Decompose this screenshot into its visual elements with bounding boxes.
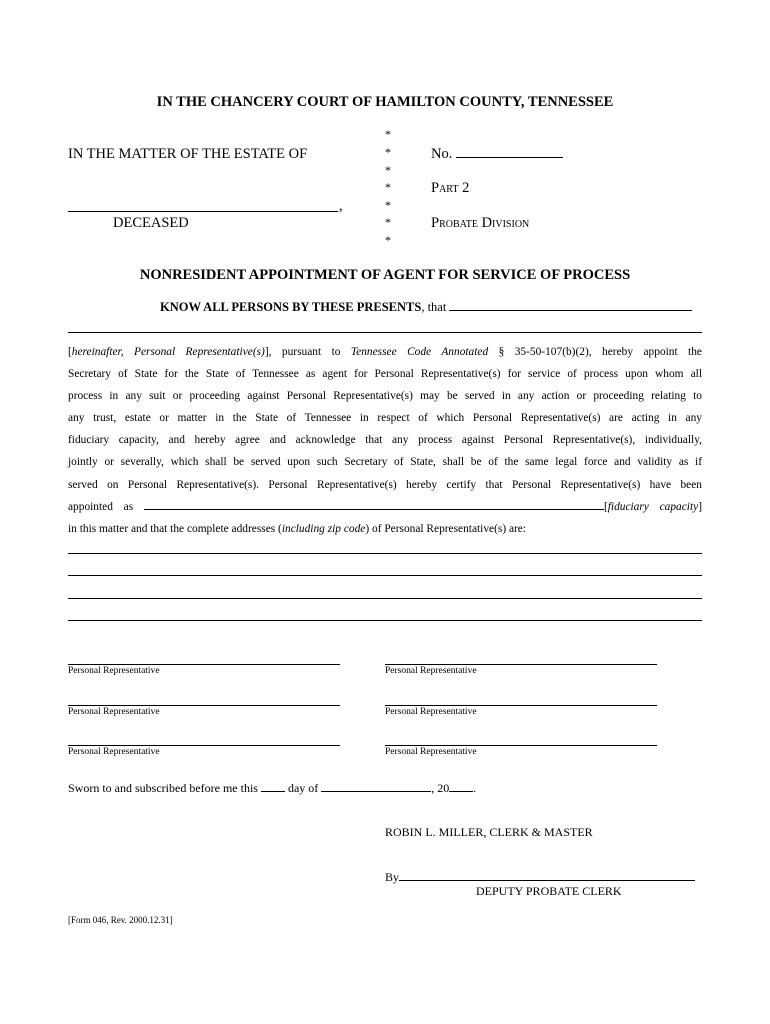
caption-divider-star: * <box>385 233 391 247</box>
case-number-label: No. <box>431 146 453 162</box>
decedent-name-field[interactable] <box>68 199 338 212</box>
signature-field[interactable] <box>68 745 340 746</box>
know-all-persons-rest: , that <box>421 300 447 314</box>
know-all-persons-line <box>160 300 692 315</box>
paragraph-line: Secretary of State for the State of Tennessee as agent for Personal Representative(s) for service of process upon whom all <box>68 368 702 381</box>
representative-names-field[interactable] <box>449 300 692 311</box>
paragraph-line: any trust, estate or matter in the State of Tennessee in respect of which Personal Representative(s) are acting in any <box>68 412 702 425</box>
signature-label: Personal Representative <box>68 747 160 757</box>
zip-code-italic: including zip code <box>281 522 366 535</box>
address-field[interactable] <box>68 620 702 621</box>
deputy-probate-clerk-label: DEPUTY PROBATE CLERK <box>476 884 622 898</box>
by-label: By <box>385 870 400 884</box>
deputy-signature-line <box>385 870 695 885</box>
pursuant-text: ], pursuant to <box>264 346 341 358</box>
case-number-field[interactable] <box>456 145 563 158</box>
year-prefix-text: , 20 <box>431 781 450 795</box>
signature-field[interactable] <box>385 664 657 665</box>
day-of-text: day of <box>287 781 319 795</box>
fiduciary-capacity-italic: fiduciary capacity <box>607 500 699 513</box>
clerk-and-master-name: ROBIN L. MILLER, CLERK & MASTER <box>385 825 593 839</box>
caption-divider-star: * <box>385 145 391 159</box>
signature-label: Personal Representative <box>385 666 477 676</box>
paragraph-line: fiduciary capacity, and hereby agree and acknowledge that any process against Personal Representative(s), individually, <box>68 434 702 447</box>
statute-text: § 35-50-107(b)(2), hereby appoint the <box>498 346 702 358</box>
decedent-comma: , <box>339 198 343 214</box>
year-field[interactable] <box>449 782 473 792</box>
address-field[interactable] <box>68 575 702 576</box>
address-field[interactable] <box>68 553 702 554</box>
division-label: Probate Division <box>431 215 530 231</box>
fiduciary-capacity-field[interactable] <box>144 499 604 510</box>
addresses-text-end: ) of Personal Representative(s) are: <box>365 522 527 535</box>
signature-field[interactable] <box>385 705 657 706</box>
caption-divider-star: * <box>385 163 391 177</box>
deputy-signature-field[interactable] <box>399 871 695 881</box>
addresses-text-start: in this matter and that the complete addresses ( <box>68 522 282 535</box>
appointed-as-text: appointed as <box>68 500 134 513</box>
form-reference: [Form 046, Rev. 2000.12.31] <box>68 915 173 925</box>
court-heading: IN THE CHANCERY COURT OF HAMILTON COUNTY, TENNESSEE <box>156 94 614 110</box>
signature-label: Personal Representative <box>385 747 477 757</box>
appointment-paragraph <box>68 341 702 540</box>
signature-label: Personal Representative <box>68 707 160 717</box>
signature-field[interactable] <box>385 745 657 746</box>
tca-italic: Tennessee Code Annotated <box>350 346 489 358</box>
part-label: Part 2 <box>431 180 470 196</box>
signature-field[interactable] <box>68 664 340 665</box>
address-field[interactable] <box>68 598 702 599</box>
paragraph-line: [hereinafter, Personal Representative(s)], pursuant to Tennessee Code Annotated § 35-50-107(b)(2), hereby appoint the <box>68 346 702 358</box>
caption-divider-star: * <box>385 180 391 194</box>
paragraph-line: served on Personal Representative(s). Personal Representative(s) hereby certify that Personal Representative(s) have been <box>68 478 702 491</box>
day-field[interactable] <box>261 782 285 792</box>
hereinafter-italic: hereinafter, Personal Representative(s) <box>71 346 265 358</box>
signature-label: Personal Representative <box>385 707 477 717</box>
representative-names-field-continued[interactable] <box>68 332 702 333</box>
sworn-statement <box>68 781 476 796</box>
deceased-label: DECEASED <box>113 215 189 231</box>
paragraph-line <box>68 518 702 540</box>
estate-matter-label: IN THE MATTER OF THE ESTATE OF <box>68 146 308 162</box>
caption-divider-star: * <box>385 127 391 141</box>
sworn-period: . <box>473 781 477 795</box>
paragraph-line: jointly or severally, which shall be served upon such Secretary of State, shall be of the same legal force and validity as if <box>68 456 702 469</box>
signature-label: Personal Representative <box>68 666 160 676</box>
signature-field[interactable] <box>68 705 340 706</box>
paragraph-line: appointed as [fiduciary capacity] <box>68 500 702 513</box>
paragraph-line: process in any suit or proceeding against Personal Representative(s) may be served in any action or proceeding relating to <box>68 390 702 403</box>
caption-divider-star: * <box>385 198 391 212</box>
case-number <box>431 145 563 163</box>
caption-divider-star: * <box>385 215 391 229</box>
sworn-text: Sworn to and subscribed before me this <box>68 781 258 795</box>
month-field[interactable] <box>321 782 431 792</box>
document-title: NONRESIDENT APPOINTMENT OF AGENT FOR SERVICE OF PROCESS <box>139 267 631 283</box>
know-all-persons-bold: KNOW ALL PERSONS BY THESE PRESENTS <box>160 300 422 314</box>
